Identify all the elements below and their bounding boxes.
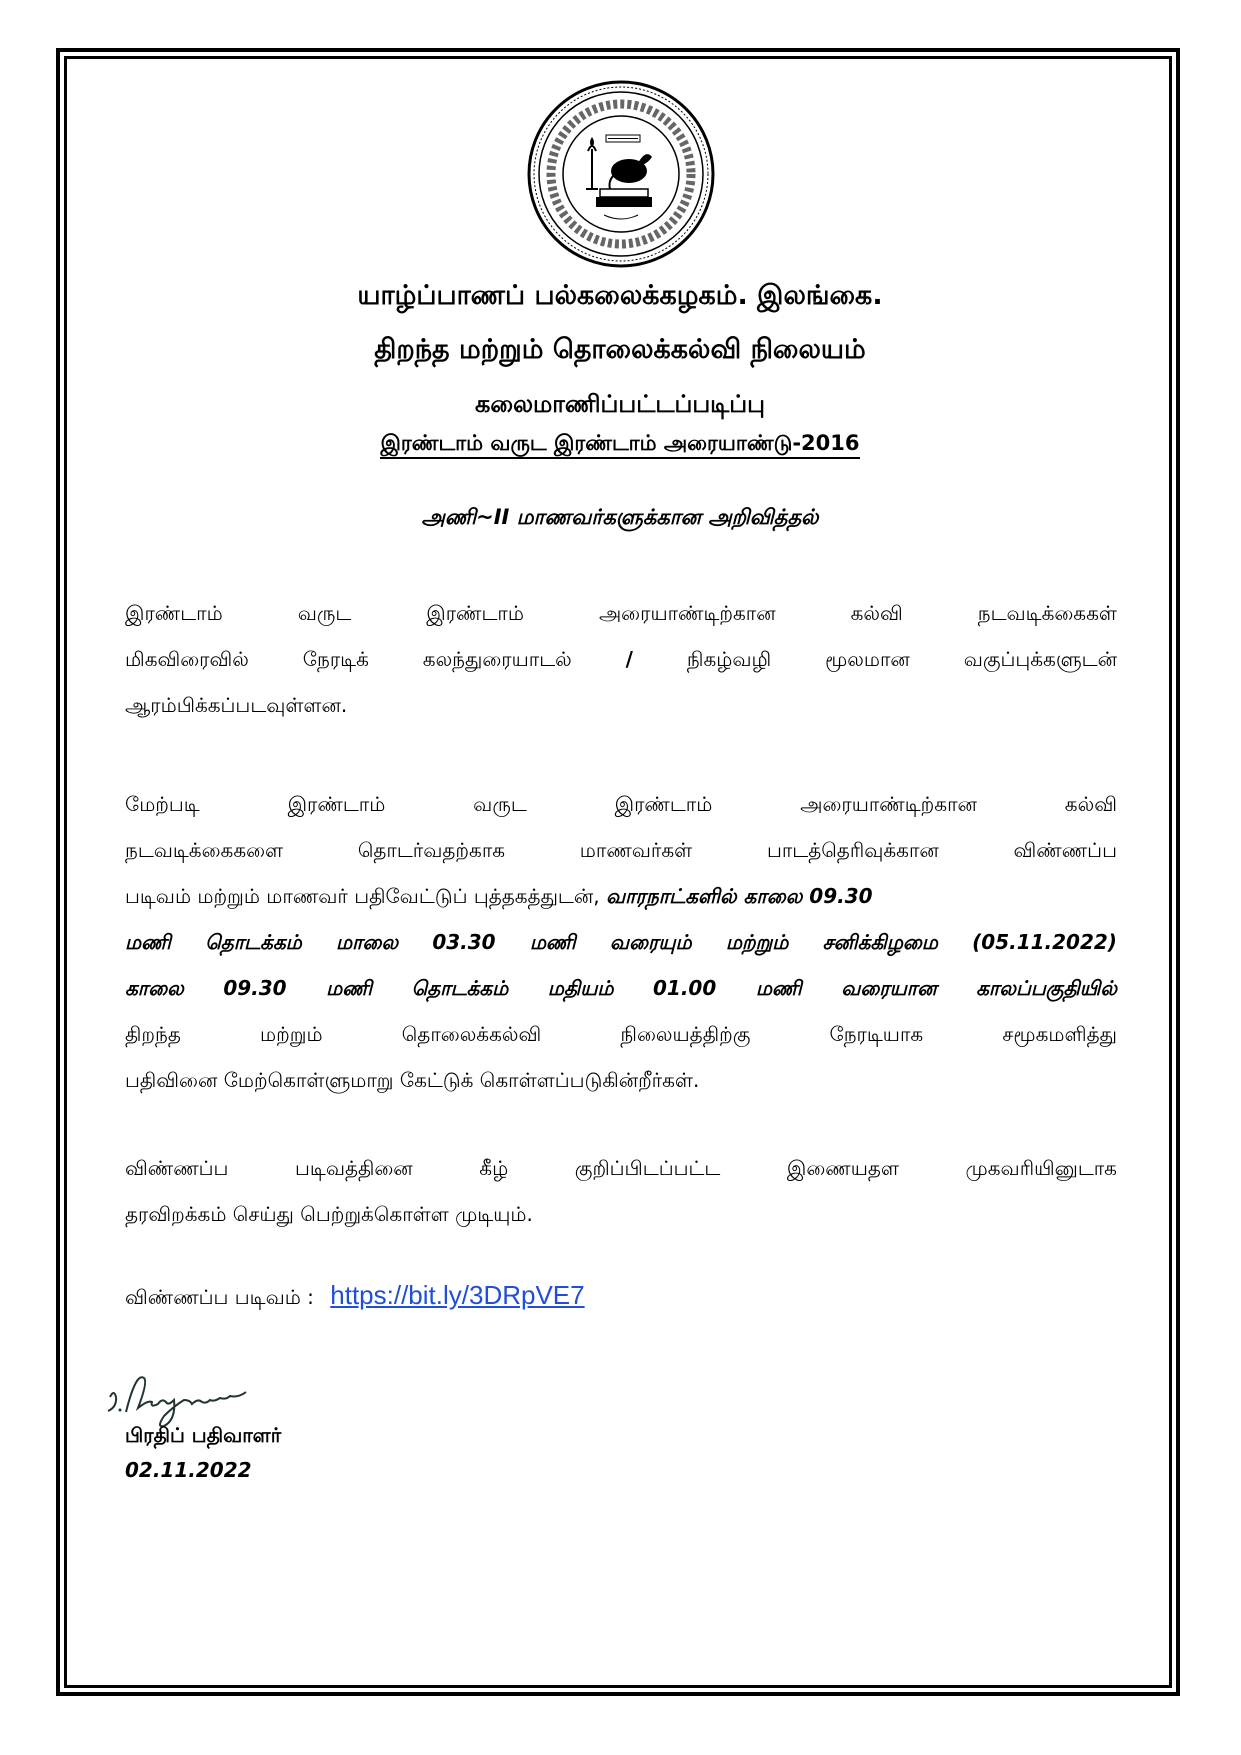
- word: தொடக்கம்: [205, 930, 302, 954]
- word: சமூகமளித்து: [1002, 1022, 1117, 1046]
- word: மற்றும்: [725, 930, 789, 954]
- word: அரையாண்டிற்கான: [598, 601, 776, 625]
- word: நேரடியாக: [829, 1022, 924, 1046]
- paragraph-1: [125, 590, 1117, 728]
- para2-line-7: பதிவினை மேற்கொள்ளுமாறு கேட்டுக் கொள்ளப்படுகின்றீர்கள்.: [125, 1068, 700, 1092]
- word: நடவடிக்கைகள்: [977, 601, 1117, 625]
- word: வகுப்புக்களுடன்: [963, 647, 1117, 671]
- paragraph-3: [125, 1145, 1117, 1237]
- para3-line-1: [125, 1145, 1117, 1191]
- word: 03.30: [432, 930, 496, 954]
- form-label: விண்ணப்ப படிவம் :: [125, 1285, 314, 1309]
- semester-text: இரண்டாம் வருட இரண்டாம் அரையாண்டு-2016: [380, 431, 859, 459]
- word: திறந்த: [125, 1022, 181, 1046]
- word: 09.30: [223, 976, 287, 1000]
- word: இரண்டாம்: [125, 601, 223, 625]
- word: கல்வி: [850, 601, 903, 625]
- para3-line-2: தரவிறக்கம் செய்து பெற்றுக்கொள்ள முடியும்.: [125, 1202, 533, 1226]
- line-text: படிவம் மற்றும் மாணவர் பதிவேட்டுப் புத்தகத்துடன்,: [125, 884, 600, 908]
- form-link[interactable]: https://bit.ly/3DRpVE7: [330, 1280, 585, 1310]
- word: இணையதள: [786, 1156, 899, 1180]
- word: படிவத்தினை: [295, 1156, 413, 1180]
- para2-line-1: [125, 781, 1117, 827]
- highlight-time: வாரநாட்களில் காலை 09.30: [605, 884, 873, 908]
- word: /: [625, 647, 633, 671]
- word: மணி: [529, 930, 576, 954]
- word: கீழ்: [479, 1156, 509, 1180]
- word: நடவடிக்கைகளை: [125, 838, 284, 862]
- word: கலந்துரையாடல்: [422, 647, 572, 671]
- word: மணி: [125, 930, 171, 954]
- word: தொடக்கம்: [411, 976, 509, 1000]
- word: கல்வி: [1064, 792, 1117, 816]
- word: மணி: [326, 976, 372, 1000]
- word: நிகழ்வழி: [686, 647, 772, 671]
- para1-line-2: [125, 636, 1117, 682]
- word: இரண்டாம்: [426, 601, 524, 625]
- application-form-line: [125, 1280, 1117, 1312]
- word: மூலமான: [825, 647, 910, 671]
- word: இரண்டாம்: [287, 792, 386, 816]
- para2-line-3: [125, 873, 1117, 919]
- word: நிலையத்திற்கு: [620, 1022, 751, 1046]
- word: இரண்டாம்: [614, 792, 713, 816]
- university-seal-logo: [526, 79, 716, 269]
- word: விண்ணப்ப: [1013, 838, 1117, 862]
- word: காலை: [125, 976, 184, 1000]
- word: முகவரியினுடாக: [965, 1156, 1117, 1180]
- word: 01.00: [653, 976, 717, 1000]
- word: தொலைக்கல்வி: [401, 1022, 542, 1046]
- word: வரையும்: [609, 930, 692, 954]
- word: மற்றும்: [260, 1022, 323, 1046]
- word: விண்ணப்ப: [125, 1156, 229, 1180]
- signatory-title: பிரதிப் பதிவாளர்: [125, 1423, 282, 1447]
- para1-line-3: ஆரம்பிக்கப்படவுள்ளன.: [125, 693, 348, 717]
- word: பாடத்தெரிவுக்கான: [766, 838, 939, 862]
- notice-title: அணி~II மாணவர்களுக்கான அறிவித்தல்: [421, 505, 819, 529]
- word: வருட: [473, 792, 527, 816]
- paragraph-2: [125, 781, 1117, 1103]
- para2-line-6: [125, 1011, 1117, 1057]
- word: வரையான: [841, 976, 937, 1000]
- programme-name: கலைமாணிப்பட்டப்படிப்பு: [475, 390, 765, 418]
- signature-date: 02.11.2022: [125, 1458, 252, 1482]
- para1-line-1: [125, 590, 1117, 636]
- word: தொடர்வதற்காக: [357, 838, 506, 862]
- word: மேற்படி: [125, 792, 200, 816]
- para2-line-2: [125, 827, 1117, 873]
- para2-line-5: [125, 965, 1117, 1011]
- word: சனிக்கிழமை: [822, 930, 938, 954]
- word: அரையாண்டிற்கான: [800, 792, 977, 816]
- word: (05.11.2022): [972, 930, 1117, 954]
- word: மாலை: [335, 930, 399, 954]
- handwritten-signature: [90, 1352, 350, 1432]
- semester-heading: [120, 431, 1120, 458]
- word: மிகவிரைவில்: [125, 647, 249, 671]
- word: வருட: [297, 601, 352, 625]
- word: மாணவர்கள்: [579, 838, 693, 862]
- word: காலப்பகுதியில்: [976, 976, 1117, 1000]
- centre-name: திறந்த மற்றும் தொலைக்கல்வி நிலையம்: [374, 334, 866, 365]
- word: மணி: [755, 976, 802, 1000]
- para2-line-4: [125, 919, 1117, 965]
- word: குறிப்பிடப்பட்ட: [574, 1156, 721, 1180]
- word: மதியம்: [547, 976, 614, 1000]
- university-name: யாழ்ப்பாணப் பல்கலைக்கழகம். இலங்கை.: [357, 280, 883, 311]
- word: நேரடிக்: [302, 647, 369, 671]
